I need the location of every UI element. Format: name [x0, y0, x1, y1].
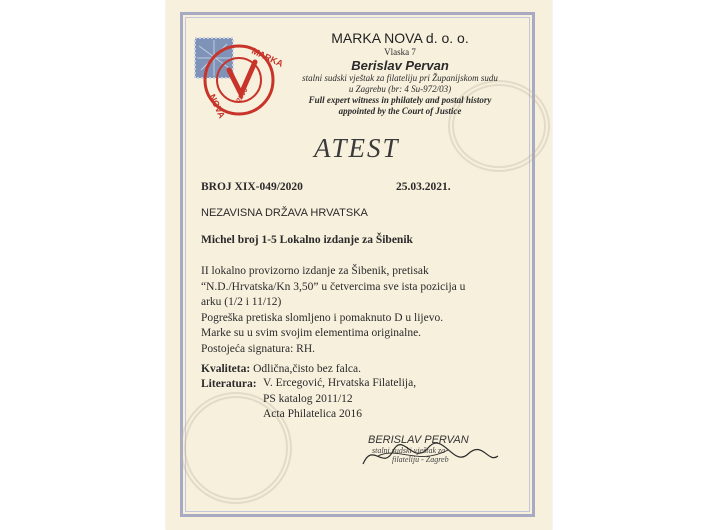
credential-line-4: appointed by the Court of Justice — [338, 105, 462, 116]
signature-line-2: filateliju - Zagreb — [392, 455, 449, 464]
literature-item: V. Ercegović, Hrvatska Filatelija, — [263, 377, 417, 389]
quality-value: Odlična,čisto bez falca. — [253, 363, 361, 375]
svg-text:2000: 2000 — [235, 87, 250, 104]
description-line: Pogreška pretiska slomljeno i pomaknuto D u lijevo. — [201, 311, 444, 324]
description-line: Postojeća signatura: RH. — [201, 342, 316, 355]
country-heading: NEZAVISNA DRŽAVA HRVATSKA — [201, 207, 368, 219]
document-number: BROJ XIX-049/2020 — [201, 181, 303, 193]
credential-line-3: Full expert witness in philately and postal history — [308, 94, 492, 105]
description-line: Marke su u svim svojim elementima originalne. — [201, 327, 422, 339]
company-name: MARKA NOVA d. o. o. — [331, 30, 469, 46]
signature-stamp — [368, 434, 469, 464]
literature-item: PS katalog 2011/12 — [263, 392, 353, 405]
svg-text:MARKA: MARKA — [250, 45, 285, 69]
signature-line-1: stalni sudski vještak za — [372, 446, 446, 455]
credential-line-2: u Zagrebu (br: 4 Su-972/03) — [348, 83, 452, 94]
description-line: arku (1/2 i 11/12) — [201, 296, 282, 308]
company-street: Vlaska 7 — [384, 46, 416, 57]
document-title: ATEST — [314, 133, 400, 163]
quality-label: Kvaliteta: — [201, 363, 251, 375]
literature-item: Acta Philatelica 2016 — [263, 408, 362, 420]
literature-list — [263, 376, 416, 423]
letterhead — [265, 30, 535, 116]
description-line: II lokalno provizorno izdanje za Šibenik, pretisak — [201, 265, 429, 277]
quality-row — [201, 363, 361, 375]
handwritten-signature — [358, 436, 508, 476]
literature-label: Literatura: — [201, 378, 257, 390]
michel-reference: Michel broj 1-5 Lokalno izdanje za Šibenik — [201, 234, 413, 246]
signature-name: BERISLAV PERVAN — [368, 434, 469, 446]
document-date: 25.03.2021. — [396, 181, 451, 193]
expert-name: Berislav Pervan — [351, 57, 449, 73]
svg-text:NOVA: NOVA — [207, 92, 227, 120]
credential-line-1: stalni sudski vještak za filateliju pri Županijskom sudu — [302, 73, 498, 84]
description-line: “N.D./Hrvatska/Kn 3,50” u četvercima sve ista pozicija u — [201, 280, 466, 293]
description-body — [201, 264, 465, 357]
